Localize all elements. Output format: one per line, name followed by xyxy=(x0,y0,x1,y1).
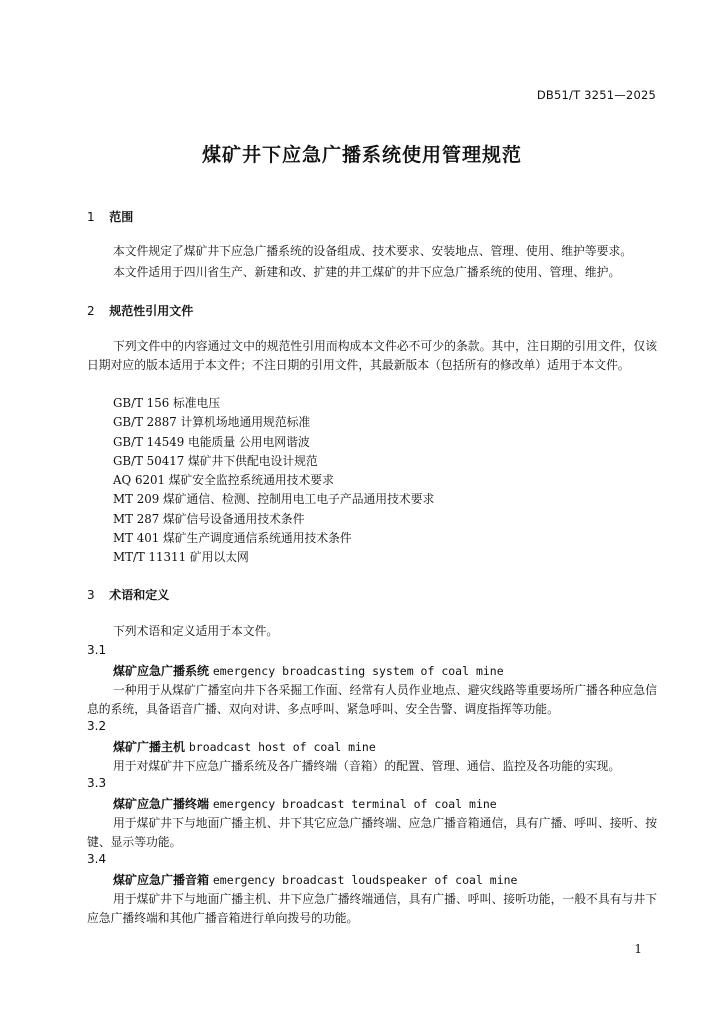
term-definition: 一种用于从煤矿广播室向井下各采掘工作面、经常有人员作业地点、避灾线路等重要场所广播各种应急信息的系统，具备语音广播、双向对讲、多点呼叫、紧急呼叫、安全告警、调度指挥等功能。 xyxy=(87,683,657,716)
term-name xyxy=(113,662,504,679)
term-definition: 用于煤矿井下与地面广播主机、井下应急广播终端通信，具有广播、呼叫、接听功能，一般不具有与井下应急广播终端和其他广播音箱进行单向拨号的功能。 xyxy=(87,892,657,925)
reference-item: MT/T 11311 矿用以太网 xyxy=(113,550,249,565)
term-name-en: emergency broadcasting system of coal mine xyxy=(212,664,504,678)
section-heading-1 xyxy=(87,208,133,225)
term-definition: 用于煤矿井下与地面广播主机、井下其它应急广播终端、应急广播音箱通信，具有广播、呼叫、接听、按键、显示等功能。 xyxy=(87,816,657,849)
page-number: 1 xyxy=(634,942,642,956)
term-name-en: emergency broadcast terminal of coal mine xyxy=(212,797,497,811)
reference-item: GB/T 2887 计算机场地通用规范标准 xyxy=(113,415,311,430)
term-number: 3.3 xyxy=(87,776,107,790)
reference-item: GB/T 156 标准电压 xyxy=(113,396,221,410)
document-code: DB51/T 3251—2025 xyxy=(536,88,656,102)
term-name-zh: 煤矿应急广播终端 xyxy=(113,797,210,811)
section-title: 规范性引用文件 xyxy=(109,304,194,318)
term-name xyxy=(113,795,497,812)
term-number: 3.2 xyxy=(87,719,107,733)
term-name xyxy=(113,738,376,755)
term-name-en: broadcast host of coal mine xyxy=(188,740,376,754)
reference-item: GB/T 50417 煤矿井下供配电设计规范 xyxy=(113,453,318,468)
reference-item: MT 401 煤矿生产调度通信系统通用技术条件 xyxy=(113,531,352,546)
reference-item: MT 209 煤矿通信、检测、控制用电工电子产品通用技术要求 xyxy=(113,492,435,507)
paragraph: 本文件规定了煤矿井下应急广播系统的设备组成、技术要求、安装地点、管理、使用、维护等要求。 xyxy=(113,244,633,258)
reference-list xyxy=(113,394,434,568)
reference-item: AQ 6201 煤矿安全监控系统通用技术要求 xyxy=(113,473,334,488)
term-number: 3.1 xyxy=(87,643,107,657)
section-title: 术语和定义 xyxy=(109,588,170,602)
section-title: 范围 xyxy=(109,210,134,224)
section-number: 3 xyxy=(87,588,95,602)
section-number: 2 xyxy=(87,304,95,318)
term-number: 3.4 xyxy=(87,852,107,866)
term-definition: 用于对煤矿井下应急广播系统及各广播终端（音箱）的配置、管理、通信、监控及各功能的实现。 xyxy=(113,759,621,773)
term-name-zh: 煤矿应急广播系统 xyxy=(113,664,210,678)
section-heading-3 xyxy=(87,586,169,603)
paragraph: 本文件适用于四川省生产、新建和改、扩建的井工煤矿的井下应急广播系统的使用、管理、维护。 xyxy=(113,265,621,279)
term-name-zh: 煤矿广播主机 xyxy=(113,740,186,754)
paragraph: 下列文件中的内容通过文中的规范性引用而构成本文件必不可少的条款。其中，注日期的引用文件，仅该日期对应的版本适用于本文件；不注日期的引用文件，其最新版本（包括所有的修改单）适用于本文件。 xyxy=(87,339,657,372)
document-title: 煤矿井下应急广播系统使用管理规范 xyxy=(201,144,522,166)
reference-item: GB/T 14549 电能质量 公用电网谐波 xyxy=(113,434,310,449)
term-name-en: emergency broadcast loudspeaker of coal mine xyxy=(212,873,518,887)
paragraph: 下列术语和定义适用于本文件。 xyxy=(113,624,279,638)
term-name-zh: 煤矿应急广播音箱 xyxy=(113,873,210,887)
section-number: 1 xyxy=(87,210,95,224)
section-heading-2 xyxy=(87,302,193,319)
term-name xyxy=(113,871,517,888)
reference-item: MT 287 煤矿信号设备通用技术条件 xyxy=(113,511,305,526)
